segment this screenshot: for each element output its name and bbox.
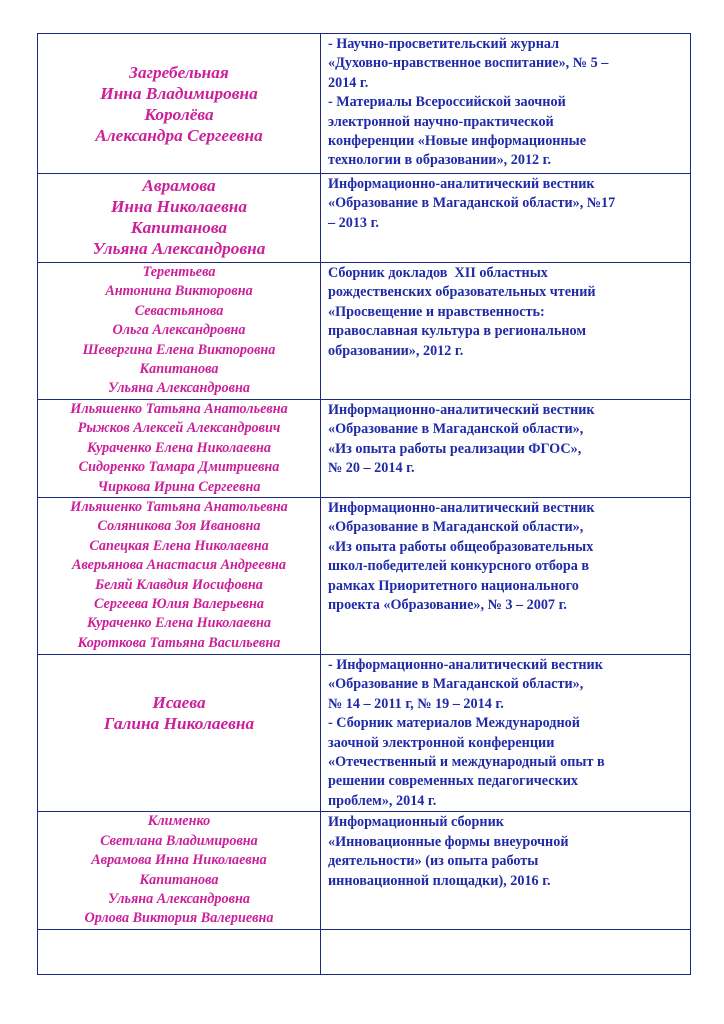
authors-cell: [38, 174, 321, 263]
publication-text: [321, 34, 690, 171]
publication-line: - Сборник материалов Международной: [328, 715, 580, 732]
authors-list: [38, 174, 320, 259]
author-line: Инна Владимировна: [100, 83, 258, 103]
publication-line: Информационный сборник: [328, 814, 504, 831]
author-line: Аврамова Инна Николаевна: [91, 852, 267, 869]
author-line: Сергеева Юлия Валерьевна: [94, 596, 264, 613]
author-line: Светлана Владимировна: [100, 832, 258, 849]
author-line: Александра Сергеевна: [95, 125, 263, 145]
author-line: Короткова Татьяна Васильевна: [77, 634, 281, 651]
author-line: Аврамова: [142, 176, 216, 195]
author-line: Ильяшенко Татьяна Анатольевна: [70, 499, 288, 516]
authors-cell: [38, 655, 321, 812]
table-row: [38, 34, 691, 174]
authors-cell: [38, 34, 321, 174]
authors-list: [38, 263, 320, 399]
publication-line: инновационной площадки), 2016 г.: [328, 872, 551, 889]
authors-cell: [38, 498, 321, 655]
publication-line: электронной научно-практической: [328, 113, 554, 130]
author-line: Капитанова: [139, 361, 219, 378]
publication-line: деятельности» (из опыта работы: [328, 853, 539, 870]
author-line: Аверьянова Анастасия Андреевна: [72, 557, 286, 574]
table-row: [38, 655, 691, 812]
authors-cell: [38, 263, 321, 400]
publication-cell: [321, 34, 691, 174]
table-row: [38, 400, 691, 498]
publication-text: [321, 174, 690, 233]
publication-text: [321, 400, 690, 479]
author-line: Рыжков Алексей Александрович: [77, 420, 281, 437]
publication-line: «Образование в Магаданской области»,: [328, 519, 584, 536]
publication-cell: [321, 930, 691, 975]
author-line: Сапецкая Елена Николаевна: [89, 537, 269, 554]
authors-list: [38, 400, 320, 497]
author-line: Орлова Виктория Валериевна: [84, 910, 274, 927]
publication-line: «Инновационные формы внеурочной: [328, 833, 569, 850]
author-line: Беляй Клавдия Иосифовна: [95, 576, 263, 593]
publication-line: «Образование в Магаданской области», №17: [328, 195, 616, 212]
authors-list: [38, 812, 320, 928]
table-row: [38, 498, 691, 655]
publication-text: [321, 263, 690, 361]
author-line: Галина Николаевна: [103, 714, 255, 734]
publication-line: технологии в образовании», 2012 г.: [328, 152, 552, 169]
author-line: Ульяна Александровна: [108, 380, 250, 397]
publication-line: конференции «Новые информационные: [328, 133, 587, 150]
publication-line: рождественских образовательных чтений: [328, 284, 596, 301]
author-line: Инна Николаевна: [110, 197, 248, 216]
publication-line: Информационно-аналитический вестник: [328, 176, 595, 192]
author-line: Ульяна Александровна: [92, 239, 266, 258]
table-row: [38, 263, 691, 400]
publication-line: 2014 г.: [328, 74, 369, 91]
publication-cell: [321, 498, 691, 655]
authors-list: [38, 498, 320, 653]
publication-line: - Материалы Всероссийской заочной: [328, 94, 566, 111]
authors-cell: [38, 930, 321, 975]
authors-cell: [38, 400, 321, 498]
author-line: Капитанова: [130, 218, 228, 237]
table-row: [38, 930, 691, 975]
publication-line: - Научно-просветительский журнал: [328, 36, 560, 52]
publication-line: проекта «Образование», № 3 – 2007 г.: [328, 597, 567, 614]
publication-cell: [321, 263, 691, 400]
publication-cell: [321, 655, 691, 812]
author-line: Ильяшенко Татьяна Анатольевна: [70, 401, 288, 417]
publication-line: рамках Приоритетного национального: [328, 577, 579, 594]
author-line: Ульяна Александровна: [108, 890, 250, 907]
publication-line: «Духовно-нравственное воспитание», № 5 –: [328, 55, 609, 72]
publication-line: Информационно-аналитический вестник: [328, 500, 595, 517]
authors-list: [38, 62, 320, 146]
author-line: Шевергина Елена Викторовна: [82, 341, 276, 358]
author-line: Терентьева: [142, 264, 216, 280]
publication-line: заочной электронной конференции: [328, 734, 555, 751]
publication-line: «Отечественный и международный опыт в: [328, 754, 605, 771]
authors-cell: [38, 812, 321, 930]
author-line: Исаева: [152, 693, 206, 713]
author-line: Чиркова Ирина Сергеевна: [97, 478, 261, 495]
publication-line: «Из опыта работы реализации ФГОС»,: [328, 440, 582, 457]
publication-line: - Информационно-аналитический вестник: [328, 657, 603, 674]
author-line: Сидоренко Тамара Дмитриевна: [78, 459, 280, 476]
publication-text: [321, 655, 690, 811]
author-line: Капитанова: [139, 871, 219, 888]
publication-line: № 14 – 2011 г, № 19 – 2014 г.: [328, 695, 504, 712]
author-line: Антонина Викторовна: [105, 283, 253, 300]
publication-line: – 2013 г.: [328, 214, 379, 231]
author-line: Кураченко Елена Николаевна: [87, 439, 271, 456]
publication-cell: [321, 174, 691, 263]
publication-line: Сборник докладов XII областных: [328, 265, 548, 281]
publication-line: «Из опыта работы общеобразовательных: [328, 538, 594, 555]
table-row: [38, 174, 691, 263]
publication-line: «Образование в Магаданской области»,: [328, 421, 584, 438]
author-line: Ольга Александровна: [112, 322, 246, 339]
author-line: Севастьянова: [134, 302, 224, 319]
publication-text: [321, 812, 690, 891]
author-line: Кураченко Елена Николаевна: [87, 615, 271, 632]
table-row: [38, 812, 691, 930]
author-line: Загребельная: [129, 62, 229, 82]
publication-line: проблем», 2014 г.: [328, 792, 437, 809]
publication-line: «Просвещение и нравственность:: [328, 303, 545, 320]
author-line: Клименко: [147, 813, 211, 830]
author-line: Соляникова Зоя Ивановна: [97, 518, 261, 535]
publication-line: образовании», 2012 г.: [328, 342, 464, 359]
publication-line: православная культура в региональном: [328, 323, 586, 340]
publication-text: [321, 498, 690, 615]
author-line: Королёва: [144, 104, 214, 124]
publication-line: № 20 – 2014 г.: [328, 460, 415, 477]
authors-list: [38, 692, 320, 774]
publication-line: Информационно-аналитический вестник: [328, 402, 595, 418]
publication-cell: [321, 400, 691, 498]
publication-line: «Образование в Магаданской области»,: [328, 676, 584, 693]
publications-table: [37, 33, 691, 975]
publication-cell: [321, 812, 691, 930]
publication-line: школ-победителей конкурсного отбора в: [328, 558, 590, 575]
publication-line: решении современных педагогических: [328, 773, 579, 790]
